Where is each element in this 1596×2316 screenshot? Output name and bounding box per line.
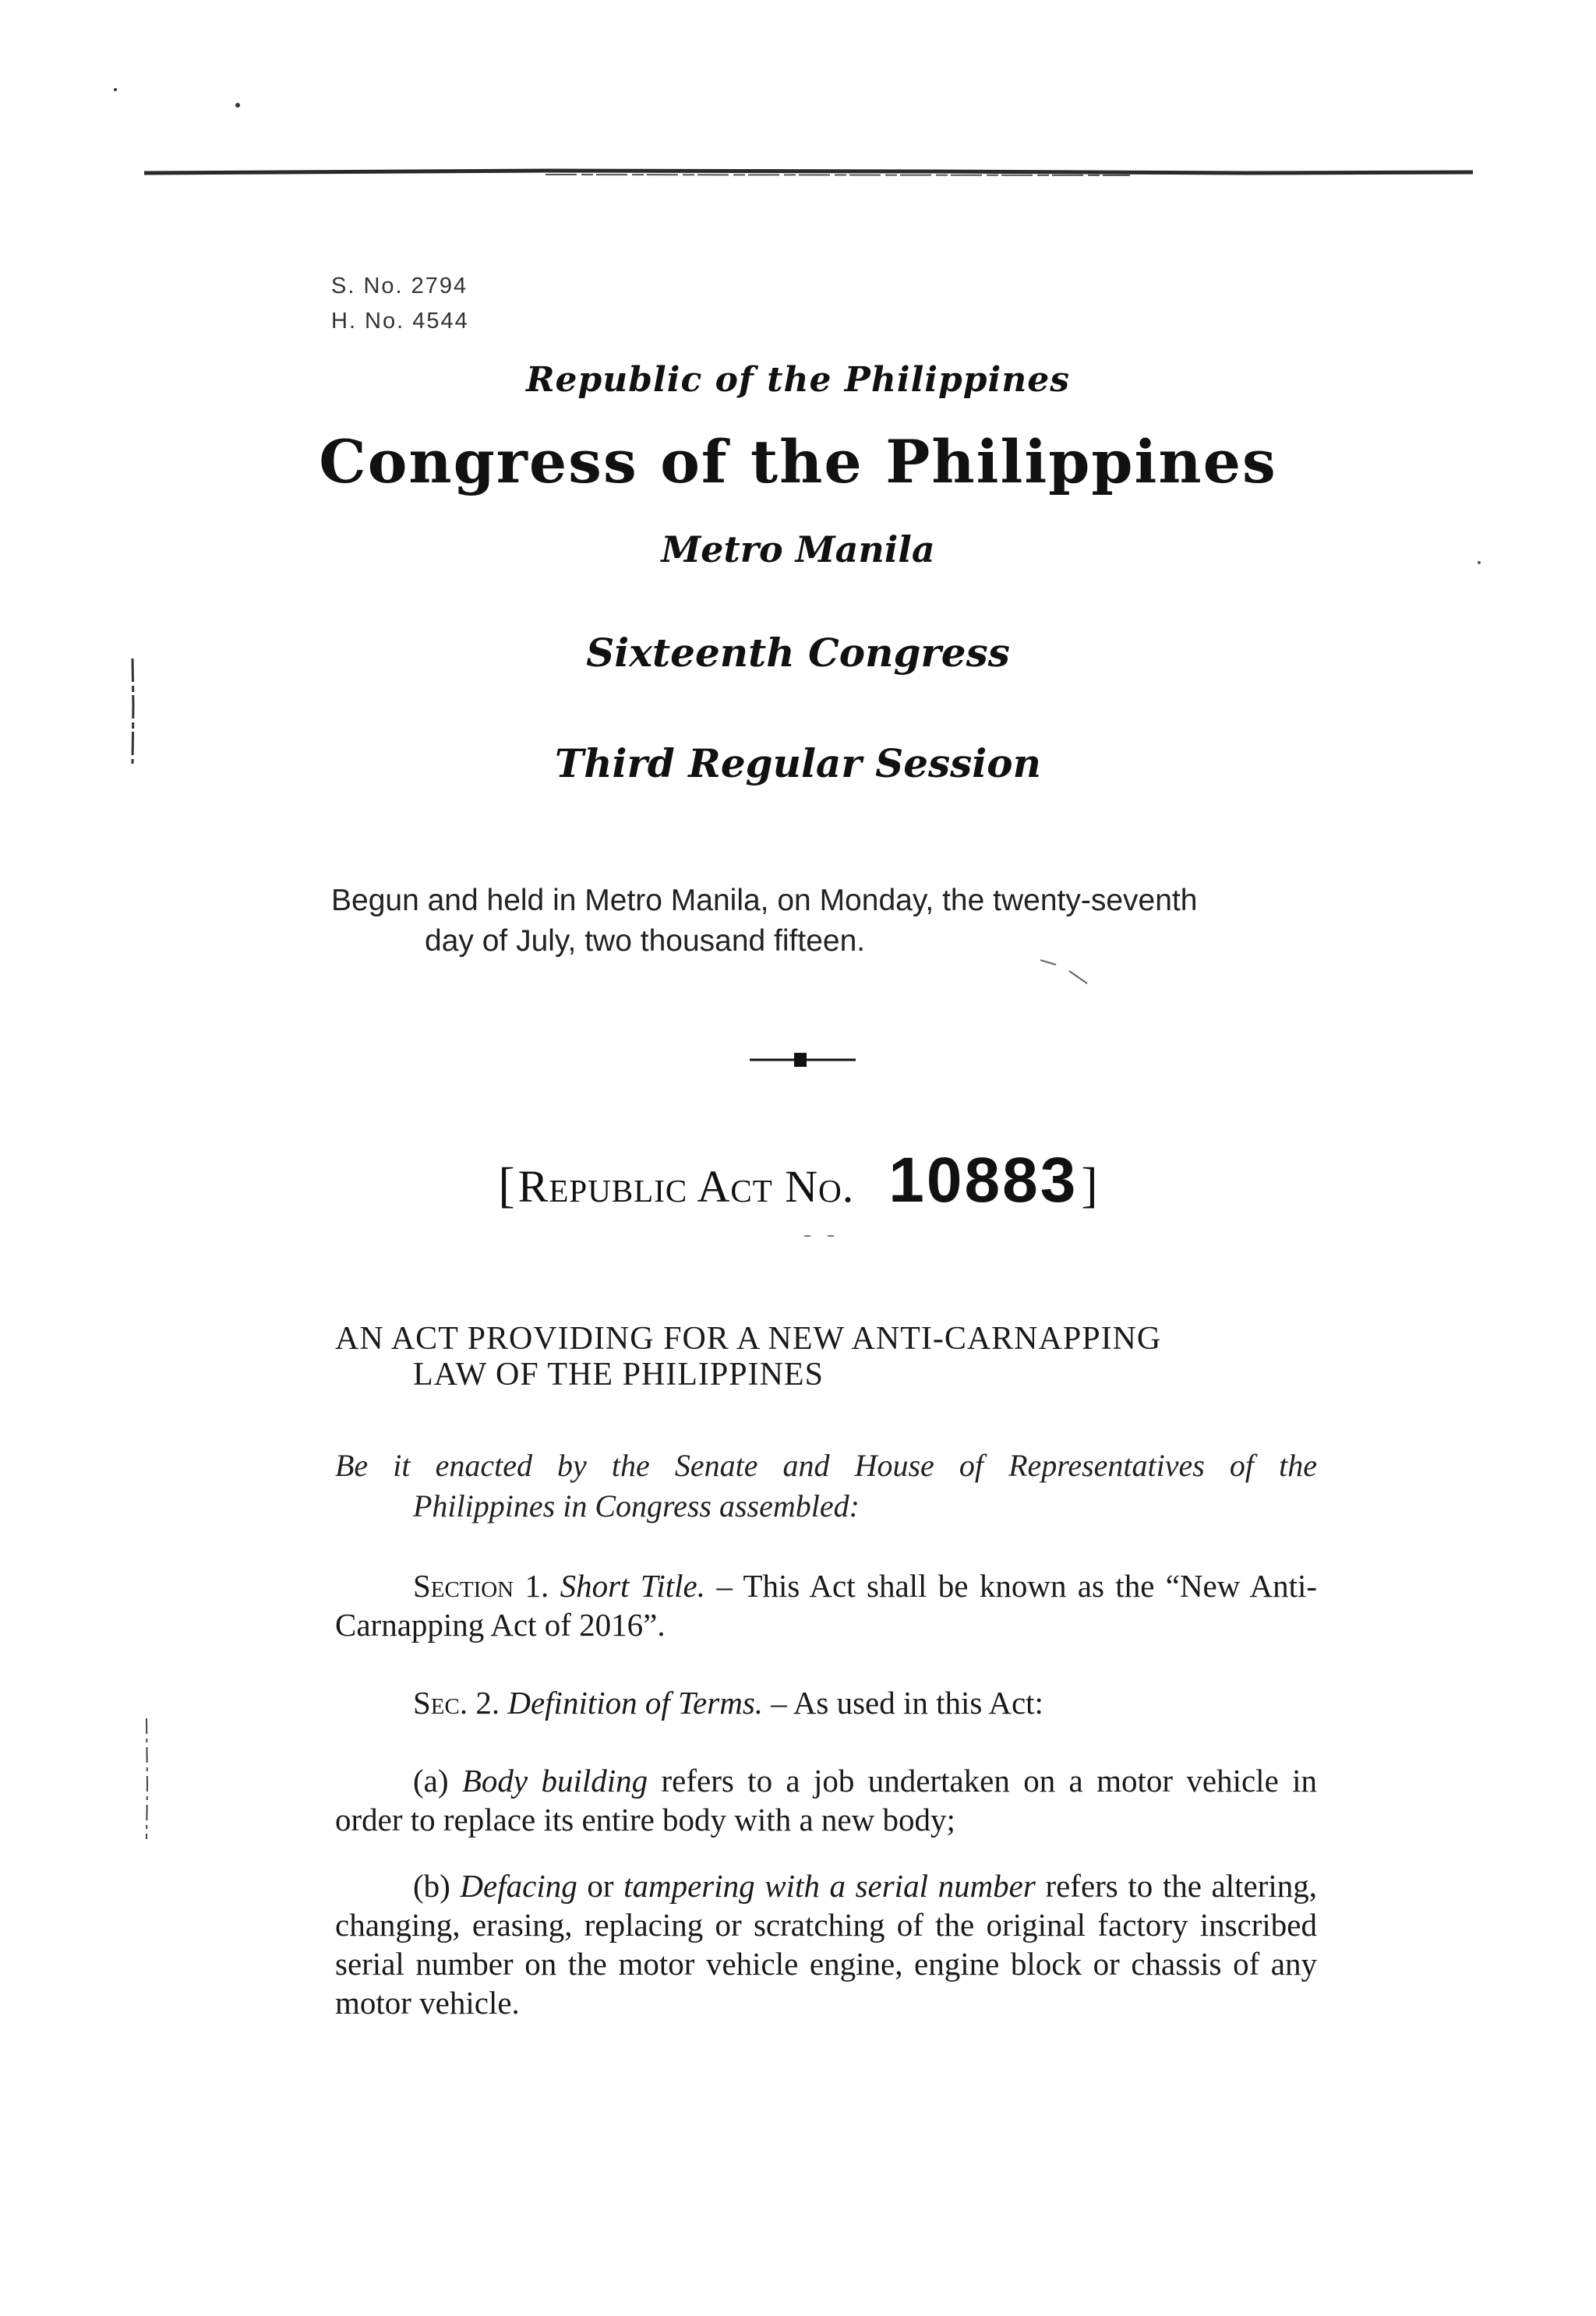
act-title-line-2: LAW OF THE PHILIPPINES [413,1357,824,1393]
republic-act-title [0,1144,1596,1217]
enacting-clause-line-2: Philippines in Congress assembled: [413,1488,860,1523]
congress-heading: Congress of the Philippines [319,427,1277,496]
bill-numbers [331,269,469,339]
definition-b-text: refers to the altering, changing, erasing, replacing or scratching of the original factory inscribed serial number on the motor vehicle engine, engine block or chassis of any motor vehicle. [335,1868,1318,2021]
republic-act-number: 10883 [888,1145,1079,1216]
section-2-text: – As used in this Act: [771,1685,1043,1721]
divider-ornament [748,1044,857,1075]
definition-a [335,1761,1317,1839]
definition-b [335,1866,1317,2022]
congress-number-heading: Sixteenth Congress [586,630,1010,676]
act-title [335,1321,1317,1393]
close-bracket: ] [1081,1157,1098,1213]
begun-line-2: day of July, two thousand fifteen. [425,924,866,958]
enacting-clause [335,1446,1317,1527]
location-heading: Metro Manila [661,528,935,570]
section-2-heading: Definition of Terms. [507,1685,764,1721]
section-1-text: – This Act shall be known as the “New Anti-Carnapping Act of 2016”. [335,1568,1318,1643]
definition-b-term: Defacing [460,1868,577,1904]
house-bill-number: H. No. 4544 [331,309,469,334]
section-1 [335,1566,1317,1644]
begun-statement [331,881,1344,962]
top-rule-line [144,171,1473,173]
session-heading: Third Regular Session [555,740,1041,786]
definition-a-marker: (a) [413,1763,449,1799]
enacting-clause-line-1: Be it enacted by the Senate and House of Representatives of the [335,1448,1317,1483]
definition-b-connector: or [587,1868,614,1904]
begun-line-1: Begun and held in Metro Manila, on Monday, the twenty-seventh [331,884,1198,917]
republic-act-label: Republic Act No. [517,1161,855,1212]
act-title-line-1: AN ACT PROVIDING FOR A NEW ANTI-CARNAPPING [335,1321,1162,1357]
definition-b-term-2: tampering with a serial number [623,1868,1036,1904]
senate-bill-number: S. No. 2794 [331,274,468,298]
definition-a-term: Body building [461,1763,648,1799]
section-2-label: Sec. 2. [413,1685,500,1721]
section-1-heading: Short Title. [560,1568,705,1604]
definition-a-text: refers to a job undertaken on a motor vehicle in order to replace its entire body with a new body; [335,1763,1318,1838]
section-1-label: Section 1. [413,1568,549,1604]
republic-heading: Republic of the Philippines [525,360,1071,400]
definition-b-marker: (b) [413,1868,450,1904]
section-2 [335,1683,1317,1722]
open-bracket: [ [498,1157,515,1213]
